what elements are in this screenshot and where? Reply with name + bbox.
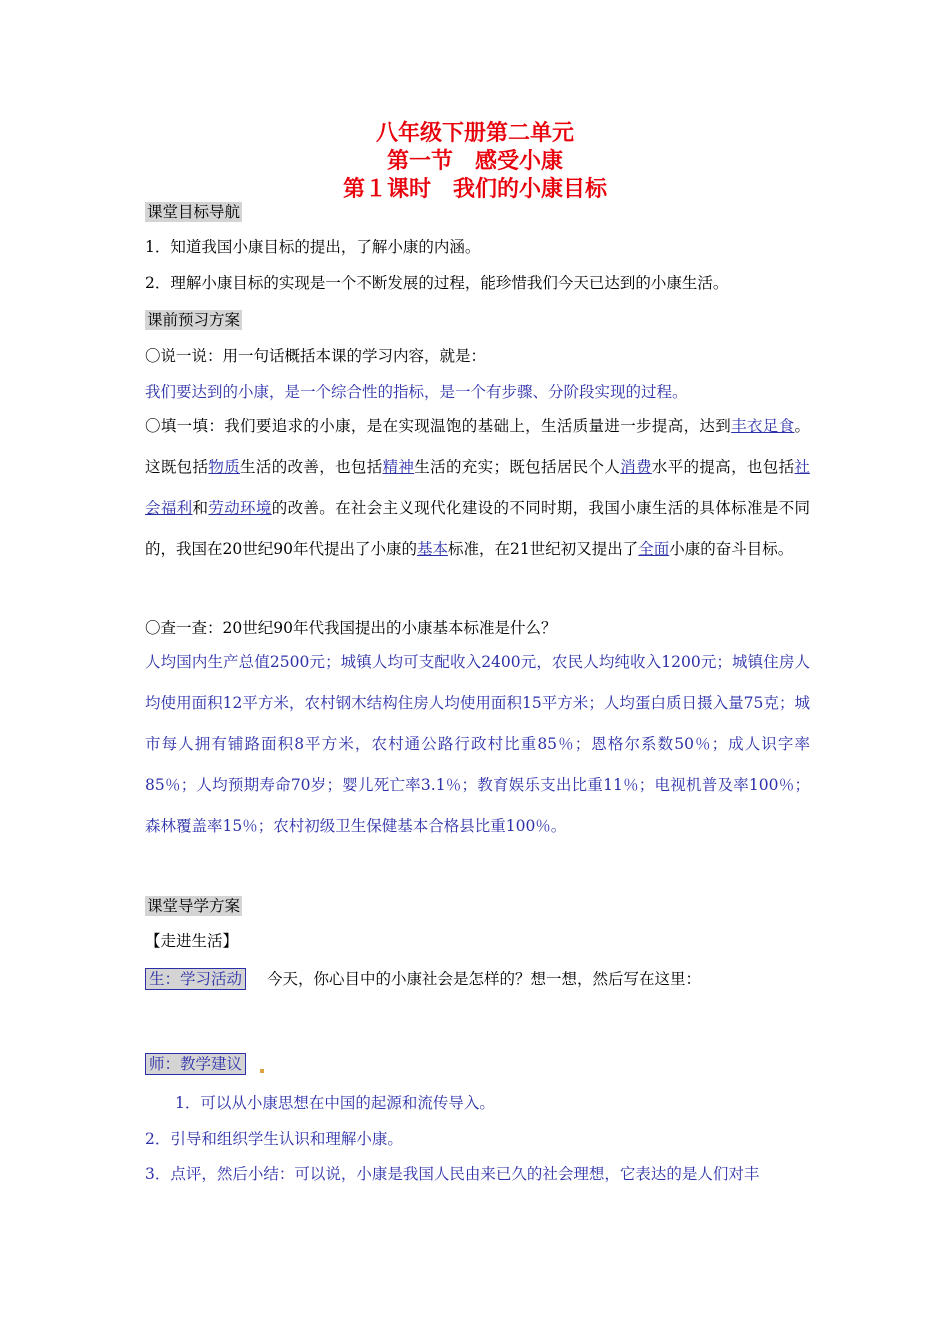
fill-text-3: 生活的改善，也包括 [240, 458, 383, 476]
fill-text-6: 和 [192, 499, 209, 517]
student-activity-text: 今天，你心目中的小康社会是怎样的？想一想，然后写在这里： [266, 970, 701, 988]
say-prompt: 〇说一说：用一句话概括本课的学习内容，就是： [145, 347, 487, 365]
goal-1: 1．知道我国小康目标的提出，了解小康的内涵。 [145, 238, 481, 256]
preview-header-row [145, 310, 810, 330]
fill-answer-3: 精神 [382, 458, 415, 476]
goals-header: 课堂目标导航 [147, 203, 241, 221]
fill-text-4: 生活的充实；既包括居民个人 [414, 458, 621, 476]
fill-answer-2: 物质 [208, 458, 241, 476]
suggestion-1: 1．可以从小康思想在中国的起源和流传导入。 [175, 1094, 495, 1112]
into-life-heading: 【走进生活】 [145, 932, 239, 950]
section-title: 第一节 感受小康 [386, 149, 563, 174]
say-answer: 我们要达到的小康，是一个综合性的指标，是一个有步骤、分阶段实现的过程。 [145, 383, 688, 401]
suggestion-2: 2．引导和组织学生认识和理解小康。 [145, 1130, 403, 1148]
teacher-suggestion-row [145, 1053, 810, 1075]
fill-text-5: 水平的提高，也包括 [651, 458, 795, 476]
fill-answer-1: 丰衣足食 [731, 417, 795, 435]
fill-text-8: 标准，在21世纪初又提出了 [447, 540, 639, 558]
marker-dot-icon [260, 1069, 264, 1073]
unit-title: 八年级下册第二单元 [375, 121, 574, 146]
guide-header-row [145, 896, 810, 916]
fill-text-7: 的改善。在社会主义现代化建设的不同时期，我国小康生活的具体标准是不同的，我国在20世纪90年代提出了小康的 [145, 499, 810, 558]
fill-answer-7: 基本 [416, 540, 448, 558]
suggestion-3: 3．点评，然后小结：可以说，小康是我国人民由来已久的社会理想，它表达的是人们对丰 [145, 1165, 760, 1183]
fill-text-9: 小康的奋斗目标。 [669, 540, 794, 558]
check-answer: 人均国内生产总值2500元；城镇人均可支配收入2400元，农民人均纯收入1200元；城镇住房人均使用面积12平方米，农村钢木结构住房人均使用面积15平方米；人均蛋白质日摄入量75克；城市每人拥有铺路面积8平方米，农村通公路行政村比重85％；恩格尔系数50％；成人识字率85％；人均预期寿命70岁；婴儿死亡率3.1％；教育娱乐支出比重11％；电视机普及率100％；森林覆盖率15％；农村初级卫生保健基本合格县比重100％。 [145, 653, 810, 835]
fill-answer-5: 社会福利 [145, 458, 810, 517]
preview-header: 课前预习方案 [147, 311, 241, 329]
student-activity-label: 生：学习活动 [145, 968, 246, 990]
fill-answer-8: 全面 [638, 540, 670, 558]
guide-header: 课堂导学方案 [147, 897, 241, 915]
student-activity-row [145, 968, 810, 990]
fill-text-1: 〇填一填：我们要追求的小康，是在实现温饱的基础上，生活质量进一步提高，达到 [145, 417, 732, 435]
fill-answer-6: 劳动环境 [208, 499, 272, 517]
fill-paragraph [145, 406, 810, 570]
goal-2: 2．理解小康目标的实现是一个不断发展的过程，能珍惜我们今天已达到的小康生活。 [145, 274, 729, 292]
fill-answer-4: 消费 [620, 458, 652, 476]
teacher-suggestion-label: 师：教学建议 [145, 1053, 246, 1075]
goals-header-row [145, 202, 810, 222]
lesson-title: 第１课时 我们的小康目标 [342, 177, 607, 202]
title-block [0, 120, 950, 204]
fill-text-2: 。这既包括 [145, 417, 810, 476]
check-prompt: 〇查一查：20世纪90年代我国提出的小康基本标准是什么？ [145, 619, 557, 637]
